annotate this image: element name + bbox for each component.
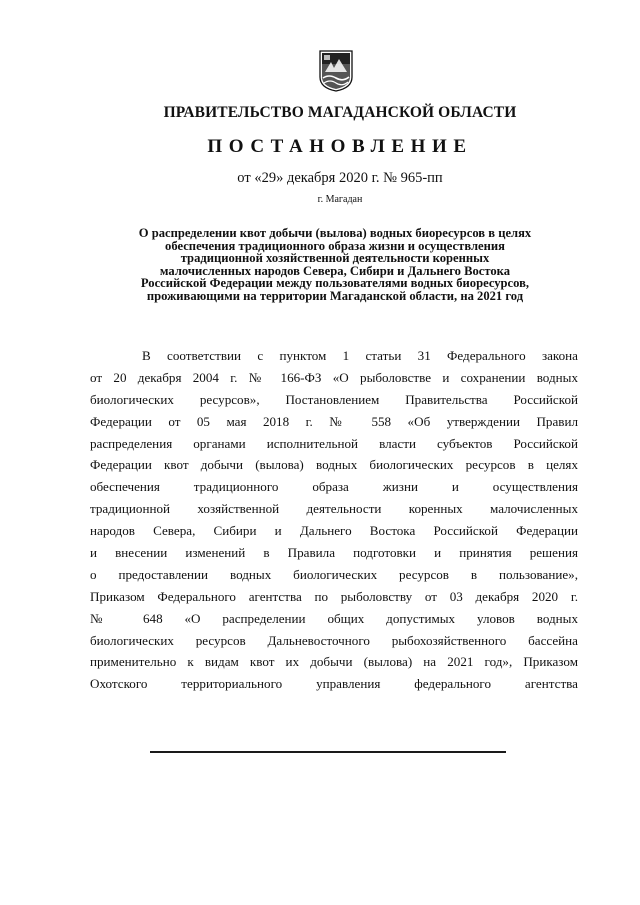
body-line: Приказом Федерального агентства по рыболовству от 03 декабря 2020 г. [90, 588, 578, 604]
body-line: о предоставлении водных биологических ресурсов в пользование», [90, 566, 578, 582]
page-divider [150, 751, 506, 753]
title-line: проживающими на территории Магаданской области, на 2021 год [146, 288, 524, 303]
body-line: Охотского территориального управления федерального агентства [90, 676, 578, 692]
organization-name: ПРАВИТЕЛЬСТВО МАГАДАНСКОЙ ОБЛАСТИ [163, 104, 517, 121]
title-line: обеспечения традиционного образа жизни и осуществления [165, 238, 505, 253]
body-line: распределения органами исполнительной власти субъектов Российской [90, 435, 578, 451]
document-date-number: от «29» декабря 2020 г. № 965-пп [237, 170, 443, 186]
body-line: от 20 декабря 2004 г. № 166-ФЗ «О рыболовстве и сохранении водных [90, 369, 578, 385]
body-line: биологических ресурсов», Постановлением Правительства Российской [90, 391, 578, 407]
title-line: Российской Федерации между пользователями водных биоресурсов, [140, 276, 530, 291]
magadan-coat-of-arms-icon [319, 50, 353, 92]
body-line: применительно к видам квот их добычи (вылова) на 2021 год», Приказом [90, 654, 578, 670]
document-type: ПОСТАНОВЛЕНИЕ [207, 136, 473, 157]
body-line: В соответствии с пунктом 1 статьи 31 Федерального закона [142, 348, 578, 363]
title-line: малочисленных народов Севера, Сибири и Дальнего Востока [159, 263, 511, 278]
document-body [90, 345, 578, 695]
body-line: Федерации от 05 мая 2018 г. № 558 «Об утверждении Правил [90, 413, 578, 429]
body-line: № 648 «О распределении общих допустимых уловов водных [90, 610, 578, 626]
body-line: биологических ресурсов Дальневосточного рыбохозяйственного бассейна [90, 632, 578, 648]
document-city: г. Магадан [317, 194, 363, 205]
body-line: и внесении изменений в Правила подготовки и принятия решения [90, 545, 578, 561]
body-line: Федерации квот добычи (вылова) водных биологических ресурсов в целях [90, 457, 578, 473]
body-line: народов Севера, Сибири и Дальнего Востока Российской Федерации [90, 523, 578, 539]
title-line: О распределении квот добычи (вылова) водных биоресурсов в целях [138, 226, 532, 240]
document-title [100, 227, 570, 303]
title-line: традиционной хозяйственной деятельности коренных [180, 251, 490, 266]
body-line: обеспечения традиционного образа жизни и осуществления [90, 479, 578, 495]
body-line: традиционной хозяйственной деятельности коренных малочисленных [90, 501, 578, 517]
